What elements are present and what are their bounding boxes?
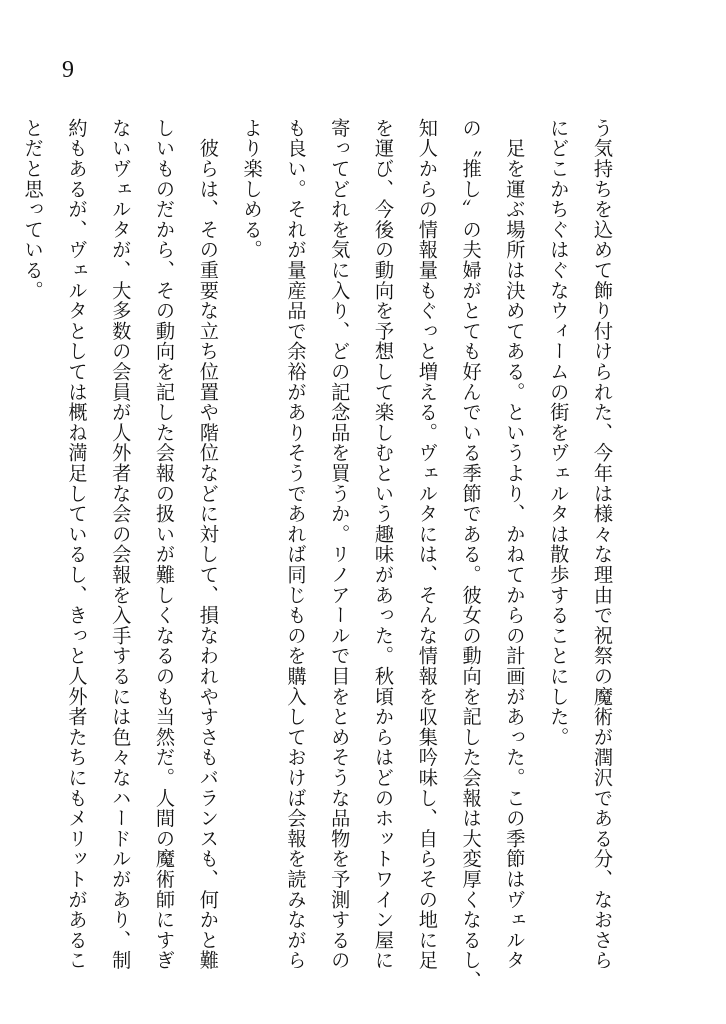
text-line: う気持ちを込めて飾り付けられた、今年は様々な理由で祝祭の魔術が潤沢である分、なおさら [591,118,614,971]
text-line: しいものだから、その動向を記した会報の扱いが難しくなるのも当然だ。人間の魔術師にすぎ [153,118,177,971]
text-line: ないヴェルタが、大多数の会員が人外者な会の会報を入手するには色々なハードルがあり、制 [109,118,133,971]
body-text [0,118,624,991]
text-line: の〝推し〟の夫婦がとても好んでいる季節である。彼女の動向を記した会報は大変厚くなるし、 [459,118,483,991]
text-line: を運び、今後の動向を予想して楽しむという趣味があった。秋頃からはどのホットワイン屋に [372,118,396,971]
text-line: 知人からの情報量もぐっと増える。ヴェルタには、そんな情報を収集吟味し、自らその地に足 [415,118,439,971]
text-line: 寄ってどれを気に入り、どの記念品を買うか。リノアールで目をとめそうな品物を予測するの [328,118,352,971]
text-line: 約もあるが、ヴェルタとしては概ね満足しているし、きっと人外者たちにもメリットがあるこ [65,118,89,971]
text-line: も良い。それが量産品で余裕がありそうであれば同じものを購入しておけば会報を読みながら [284,118,308,971]
text-line: 足を運ぶ場所は決めてある。というより、かねてからの計画があった。この季節はヴェルタ [503,118,527,971]
text-line: にどこかちぐはぐなウィームの街をヴェルタは散歩することにした。 [547,118,571,748]
text-line: より楽しめる。 [240,118,264,261]
text-line [0,118,11,978]
text-line: とだと思っている。 [21,118,45,301]
page-number: 9 [62,57,74,83]
text-line: 彼らは、その重要な立ち位置や階位などに対して、損なわれやすさもバランスも、何かと難 [196,118,220,971]
